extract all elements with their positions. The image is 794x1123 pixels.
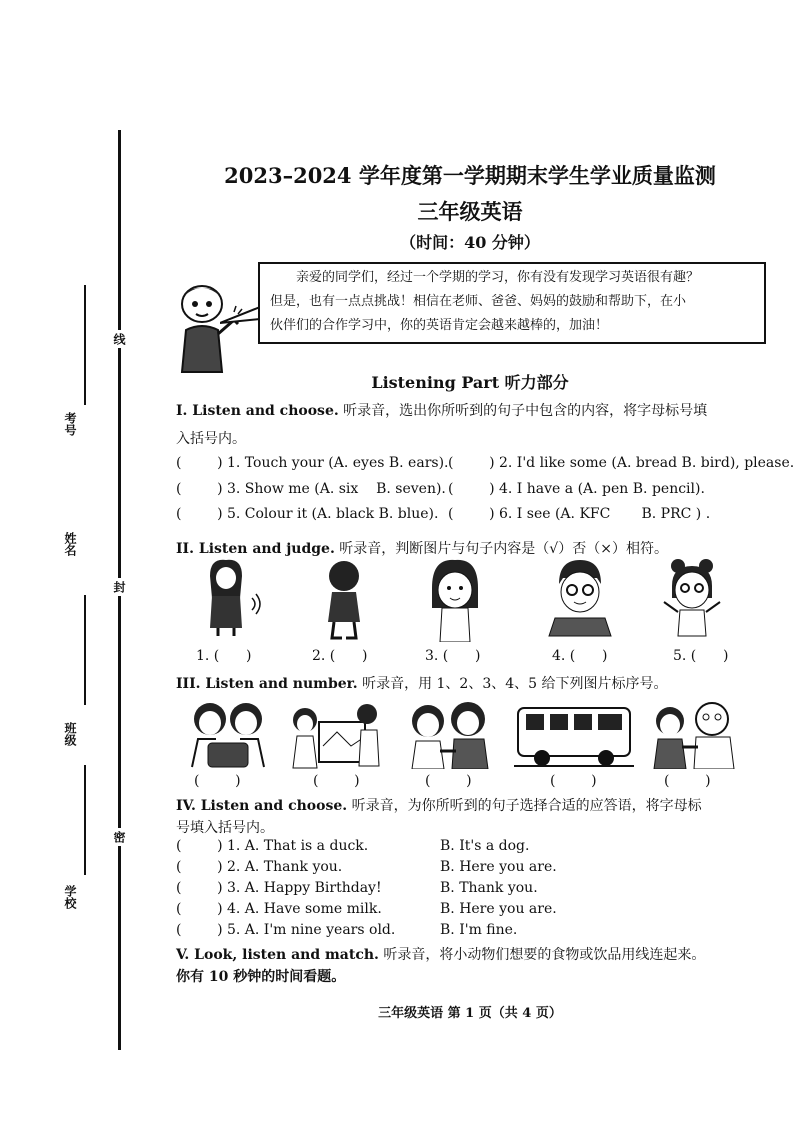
bus-picture [514,700,634,768]
section-1-heading [176,400,707,420]
bubble-line: 伙伴们的合作学习中，你的英语肯定会越来越棒的，加油！ [270,318,609,333]
section-5-heading-en: V. Look, listen and match. [176,947,379,963]
s4-item-2-a[interactable]: ( ) 2. A. Thank you. [176,859,343,875]
s4-item-1-a[interactable]: ( ) 1. A. That is a duck. [176,838,369,854]
s4-item-4-b: B. Here you are. [440,901,557,917]
seal-marker-seal: 封 [110,578,128,596]
s4-item-5-a[interactable]: ( ) 5. A. I'm nine years old. [176,922,396,938]
section-2-heading-cn: 听录音，判断图片与句子内容是（√）否（×）相符。 [334,541,668,557]
s4-item-3-a[interactable]: ( ) 3. A. Happy Birthday! [176,880,382,896]
section-5-heading [176,944,705,964]
seal-marker-secret: 密 [110,828,128,846]
s1-item-2[interactable]: ( ) 2. I'd like some (A. bread B. bird), please. [448,455,794,471]
section-1-heading-cn: 听录音，选出你所听到的句子中包含的内容，将字母标号填 [338,403,708,419]
s4-item-5-b: B. I'm fine. [440,922,518,938]
s1-item-6[interactable]: ( ) 6. I see (A. KFC B. PRC ) . [448,506,711,522]
section-1-heading-en: I. Listen and choose. [176,403,339,419]
s1-item-5[interactable]: ( ) 5. Colour it (A. black B. blue). [176,506,439,522]
bubble-line: 但是，也有一点点挑战！相信在老师、爸爸、妈妈的鼓励和帮助下，在小 [270,294,687,309]
exam-time: （时间：40 分钟） [400,233,540,252]
boy-figure-4 [545,558,615,638]
s3-item-4[interactable]: ( ) [550,773,597,789]
field-exam-number-line[interactable] [84,285,86,405]
shop-counter-picture [285,700,381,770]
field-class-line[interactable] [84,765,86,875]
exam-title: 2023–2024 学年度第一学期期末学生学业质量监测 [224,163,716,188]
boy-figure-2 [314,558,374,642]
bubble-line: 亲爱的同学们，经过一个学期的学习，你有没有发现学习英语很有趣？ [296,270,700,285]
speech-bubble-tail [220,305,260,325]
section-3-heading [176,673,668,693]
birthday-kids-picture [186,697,272,769]
s2-item-4[interactable]: 4. ( ) [552,648,608,664]
teacher-illustration [172,282,246,374]
field-name-label: 姓名 [63,532,77,556]
field-class-label: 班级 [63,722,77,746]
s3-item-2[interactable]: ( ) [313,773,360,789]
s4-item-4-a[interactable]: ( ) 4. A. Have some milk. [176,901,382,917]
section-4-heading-en: IV. Listen and choose. [176,798,348,814]
exam-subject: 三年级英语 [417,199,523,224]
girl-figure-3 [424,558,486,642]
s1-item-4[interactable]: ( ) 4. I have a (A. pen B. pencil). [448,481,705,497]
s2-item-2[interactable]: 2. ( ) [312,648,368,664]
s1-item-1[interactable]: ( ) 1. Touch your (A. eyes B. ears). [176,455,449,471]
section-5-heading-cont: 你有 10 秒钟的时间看题。 [176,969,346,985]
section-3-heading-cn: 听录音，用 1、2、3、4、5 给下列图片标序号。 [357,676,668,692]
field-school-label: 学校 [63,885,77,909]
s4-item-2-b: B. Here you are. [440,859,557,875]
s3-item-5[interactable]: ( ) [664,773,711,789]
s3-item-1[interactable]: ( ) [194,773,241,789]
girl-figure-5 [656,558,728,638]
section-4-heading-cont: 号填入括号内。 [176,820,274,836]
s2-item-3[interactable]: 3. ( ) [425,648,481,664]
section-4-heading-cn: 听录音，为你所听到的句子选择合适的应答语，将字母标 [347,798,702,814]
page-footer: 三年级英语 第 1 页（共 4 页） [378,1006,562,1021]
s2-item-5[interactable]: 5. ( ) [673,648,729,664]
section-2-heading [176,538,668,558]
kids-sharing-picture [404,697,494,769]
section-4-heading [176,795,702,815]
s2-item-1[interactable]: 1. ( ) [196,648,252,664]
greeting-grandpa-picture [648,697,738,769]
section-2-heading-en: II. Listen and judge. [176,541,335,557]
field-name-line[interactable] [84,595,86,705]
s3-item-3[interactable]: ( ) [425,773,472,789]
field-exam-number-label: 考号 [63,412,77,436]
s4-item-3-b: B. Thank you. [440,880,538,896]
listening-part-title: Listening Part 听力部分 [371,373,569,392]
girl-figure-1 [196,558,266,638]
section-5-heading-cn: 听录音，将小动物们想要的食物或饮品用线连起来。 [378,947,706,963]
section-3-heading-en: III. Listen and number. [176,676,358,692]
encouragement-bubble [258,262,766,344]
s4-item-1-b: B. It's a dog. [440,838,530,854]
s1-item-3[interactable]: ( ) 3. Show me (A. six B. seven). [176,481,446,497]
seal-marker-line: 线 [110,330,128,348]
section-1-heading-cont: 入括号内。 [176,431,246,447]
